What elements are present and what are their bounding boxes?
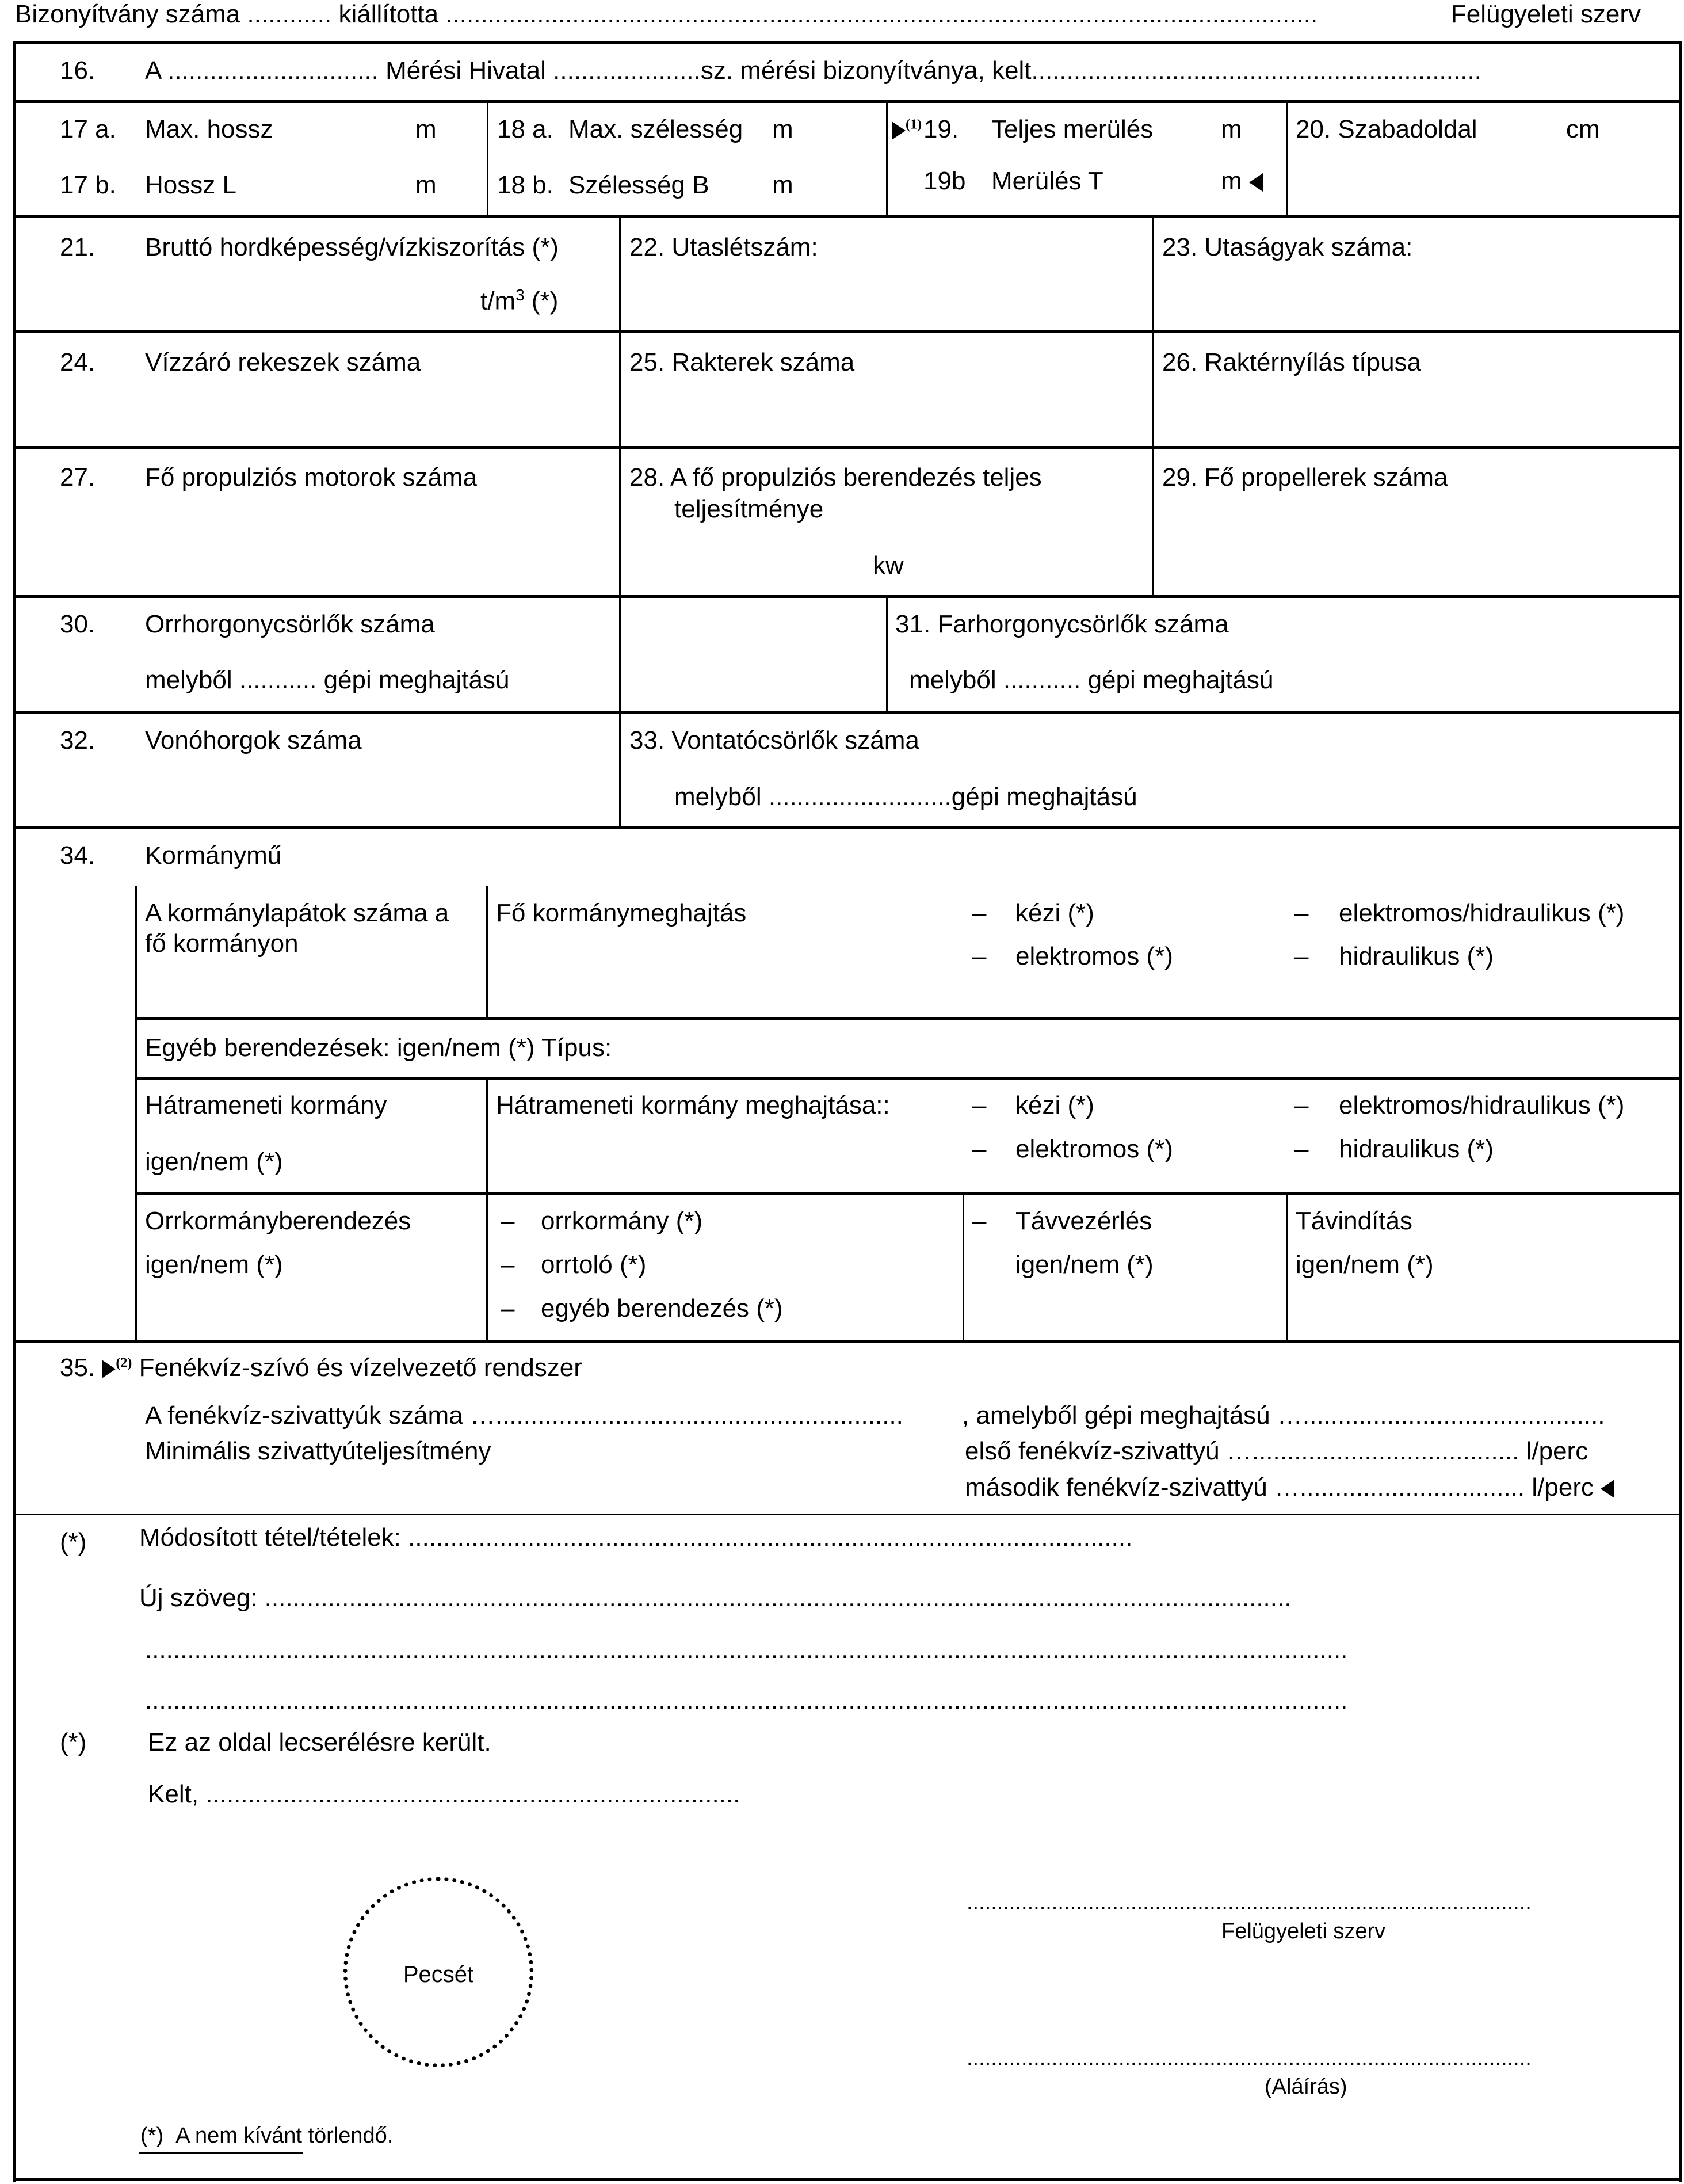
row-34-label: Kormánymű	[145, 841, 282, 870]
dash: –	[972, 899, 987, 927]
row-33-field[interactable]: ..........................	[768, 783, 952, 811]
row-16: A .............................. Mérési Hivatal .....................sz. mérési bizonyítványa, kelt................................................................	[145, 56, 1481, 85]
amendment-start-arrow-icon	[102, 1360, 116, 1378]
divider-34	[13, 1340, 1682, 1343]
dash: –	[972, 942, 987, 970]
other-equipment-label: Egyéb berendezések: igen/nem (*) Típus:	[145, 1034, 612, 1062]
row-18b-number: 18 b.	[497, 171, 553, 199]
row-25-label: 25. Rakterek száma	[629, 348, 855, 376]
steering-col-a	[486, 886, 488, 1018]
authority-label: Felügyeleti szerv	[1450, 0, 1641, 28]
row-20-label: 20. Szabadoldal	[1296, 115, 1477, 143]
row-17a-label: Max. hossz	[145, 115, 273, 143]
row-21-number: 21.	[60, 233, 96, 261]
remote-control-yes-no[interactable]: igen/nem (*)	[1015, 1251, 1154, 1279]
divider-17-18	[487, 102, 488, 216]
row-16-number: 16.	[60, 56, 96, 85]
issued-by-label: kiállította	[338, 0, 439, 28]
row-34-number: 34.	[60, 841, 96, 870]
row-28-unit: kw	[873, 551, 904, 580]
row-19b-label: Merülés T	[991, 167, 1103, 195]
divider-34c	[135, 1192, 1681, 1195]
divider-34a	[135, 1017, 1681, 1020]
amendment-start-arrow-icon	[892, 121, 906, 140]
row-27-number: 27.	[60, 463, 96, 491]
dash: –	[1294, 942, 1309, 970]
bow-equipment-label: Orrkormányberendezés	[145, 1207, 411, 1235]
row-23-label: 23. Utaságyak száma:	[1162, 233, 1413, 261]
signature-caption: (Aláírás)	[1265, 2075, 1347, 2099]
footnote-rule	[139, 2152, 303, 2154]
reverse-steering-label: Hátrameneti kormány	[145, 1091, 387, 1119]
blades-label-2: fő kormányon	[145, 929, 299, 958]
divider-32-33	[619, 712, 621, 827]
row-31-field[interactable]: ...........	[1003, 666, 1081, 694]
stamp-label: Pecsét	[403, 1962, 474, 1987]
amendment-end-arrow-icon	[1601, 1480, 1614, 1498]
row-17a-number: 17 a.	[60, 115, 116, 143]
frame-left	[13, 41, 16, 2182]
row-19b-number: 19b	[923, 167, 966, 195]
main-drive-hydraulic-option[interactable]: hidraulikus (*)	[1339, 942, 1494, 970]
row-21-label: Bruttó hordképesség/vízkiszorítás (*)	[145, 233, 559, 261]
row-35-header: 35. $^{(2)}$ Fenékvíz-szívó és vízelvezető rendszer	[60, 1354, 582, 1382]
bow-thruster-option[interactable]: orrtoló (*)	[541, 1251, 647, 1279]
row-28-label: 28. A fő propulziós berendezés teljes	[629, 463, 1042, 491]
row-19a-label: Teljes merülés	[991, 115, 1154, 143]
remote-start-yes-no[interactable]: igen/nem (*)	[1296, 1251, 1434, 1279]
divider-17	[13, 215, 1682, 218]
dash: –	[501, 1251, 515, 1279]
steering-col-b	[486, 1078, 488, 1341]
reverse-drive-label: Hátrameneti kormány meghajtása::	[496, 1091, 890, 1119]
row-17a-unit: m	[415, 115, 437, 143]
reverse-drive-electric-option[interactable]: elektromos (*)	[1015, 1135, 1173, 1163]
dash: –	[972, 1091, 987, 1119]
row-32-number: 32.	[60, 726, 96, 754]
row-19b-unit-wrap: m	[1221, 167, 1263, 196]
authority-caption: Felügyeleti szerv	[1221, 1919, 1386, 1943]
reverse-drive-hydraulic-option[interactable]: hidraulikus (*)	[1339, 1135, 1494, 1163]
modified-items-field[interactable]: .......................................................................................................	[408, 1523, 1133, 1552]
row-22-label: 22. Utaslétszám:	[629, 233, 818, 261]
row-24-label: Vízzáró rekeszek száma	[145, 348, 421, 376]
row-17b-label: Hossz L	[145, 171, 236, 199]
page-replaced-note: Ez az oldal lecserélésre került.	[148, 1728, 491, 1756]
amendment-marker: (*)	[60, 1528, 87, 1556]
frame-right	[1679, 41, 1682, 2182]
row-20-unit: cm	[1566, 115, 1600, 143]
divider-19-20	[1286, 102, 1288, 216]
row-19a-unit: m	[1221, 115, 1242, 143]
new-text-line-3[interactable]: ...........................................................................................................................................................................	[145, 1686, 1348, 1714]
issued-by-field[interactable]: ............................................................................................................................	[445, 0, 1318, 28]
divider-30-31	[886, 596, 888, 711]
row-18b-unit: m	[772, 171, 793, 199]
row-26-label: 26. Raktérnyílás típusa	[1162, 348, 1422, 376]
main-drive-elhyd-option[interactable]: elektromos/hidraulikus (*)	[1339, 899, 1625, 927]
row-16-field-b[interactable]: .....................	[553, 56, 701, 85]
divider-col-23	[1152, 216, 1154, 596]
row-19a-number: 19.	[923, 115, 959, 143]
remote-start-label: Távindítás	[1296, 1207, 1412, 1235]
row-24-number: 24.	[60, 348, 96, 376]
other-device-option[interactable]: egyéb berendezés (*)	[541, 1294, 783, 1322]
reverse-steering-yes-no[interactable]: igen/nem (*)	[145, 1148, 283, 1176]
row-18b-label: Szélesség B	[568, 171, 709, 199]
steering-col-c	[963, 1194, 964, 1341]
frame-top	[13, 41, 1682, 44]
amendment-end-arrow-icon	[1249, 173, 1263, 192]
new-text-field[interactable]: ..................................................................................................................................................	[264, 1584, 1292, 1612]
footnote-ref-2: (2)	[116, 1355, 132, 1371]
divider-21	[13, 330, 1682, 333]
reverse-drive-elhyd-option[interactable]: elektromos/hidraulikus (*)	[1339, 1091, 1625, 1119]
pumps-count-field[interactable]: A fenékvíz-szivattyúk száma …..........................................................	[145, 1401, 903, 1430]
divider-col-22	[619, 216, 621, 711]
row-18a-label: Max. szélesség	[568, 115, 743, 143]
row-30-field[interactable]: ...........	[239, 666, 317, 694]
steering-col-d	[1286, 1194, 1288, 1341]
row-17b-unit: m	[415, 171, 437, 199]
divider-30	[13, 711, 1682, 714]
divider-24	[13, 446, 1682, 449]
row-31-label: 31. Farhorgonycsörlők száma	[895, 610, 1229, 638]
row-33-sub: melyből ..........................gépi meghajtású	[674, 783, 1137, 811]
row-18a-unit: m	[772, 115, 793, 143]
row-19a	[892, 115, 922, 144]
modified-items-row: Módosított tétel/tételek: .......................................................................................................	[139, 1523, 1133, 1552]
cert-number-field[interactable]: ............	[247, 0, 332, 28]
row-28-label-2: teljesítménye	[674, 495, 824, 523]
main-drive-label: Fő kormánymeghajtás	[496, 899, 747, 927]
footnote-ref-1: (1)	[906, 117, 922, 132]
bow-equipment-yes-no[interactable]: igen/nem (*)	[145, 1251, 283, 1279]
stamp-placeholder	[343, 1877, 533, 2067]
remote-control-label: Távvezérlés	[1015, 1207, 1152, 1235]
authority-signature-field[interactable]: .............................................................................................	[967, 1890, 1532, 1915]
pumps-mechanical-field[interactable]: , amelyből gépi meghajtású …...........................................	[962, 1401, 1605, 1430]
cert-number-label: Bizonyítvány száma	[15, 0, 240, 28]
row-30-number: 30.	[60, 610, 96, 638]
row-30-sub: melyből ........... gépi meghajtású	[145, 666, 510, 694]
steering-inner-left	[135, 886, 137, 1341]
row-30-label: Orrhorgonycsörlők száma	[145, 610, 435, 638]
row-31-sub: melyből ........... gépi meghajtású	[909, 666, 1274, 694]
amendment-marker: (*)	[60, 1728, 87, 1756]
new-text-line-2[interactable]: ...........................................................................................................................................................................	[145, 1636, 1348, 1664]
dash: –	[1294, 1135, 1309, 1163]
date-row: Kelt, ............................................................................	[148, 1780, 740, 1808]
reverse-drive-manual-option[interactable]: kézi (*)	[1015, 1091, 1094, 1119]
divider-35	[13, 1514, 1682, 1515]
row-33-label: 33. Vontatócsörlők száma	[629, 726, 919, 754]
blades-label-1: A kormánylapátok száma a	[145, 899, 449, 927]
main-drive-electric-option[interactable]: elektromos (*)	[1015, 942, 1173, 970]
bow-rudder-option[interactable]: orrkormány (*)	[541, 1207, 703, 1235]
second-pump-field[interactable]: második fenékvíz-szivattyú …................................ l/perc	[965, 1473, 1594, 1501]
dash: –	[501, 1207, 515, 1235]
main-drive-manual-option[interactable]: kézi (*)	[1015, 899, 1094, 927]
dash: –	[1294, 1091, 1309, 1119]
row-18a-number: 18 a.	[497, 115, 553, 143]
dash: –	[972, 1207, 987, 1235]
divider-18-19	[886, 102, 888, 216]
row-16-field-c[interactable]: ................................................................	[1031, 56, 1481, 85]
date-field[interactable]: ............................................................................	[205, 1780, 740, 1808]
min-capacity-label: Minimális szivattyúteljesítmény	[145, 1437, 491, 1465]
dash: –	[972, 1135, 987, 1163]
second-pump-row	[965, 1473, 1614, 1503]
row-16-field-a[interactable]: ..............................	[167, 56, 379, 85]
signature-field[interactable]: .............................................................................................	[967, 2046, 1532, 2070]
certificate-header	[15, 0, 1318, 29]
row-21-unit: $t/m^3$ (*)	[480, 286, 559, 315]
row-17b-number: 17 b.	[60, 171, 116, 199]
divider-34b	[135, 1077, 1681, 1080]
new-text-row: Új szöveg: ..................................................................................................................................................	[139, 1584, 1292, 1612]
footnote: (*) A nem kívánt törlendő.	[140, 2124, 394, 2148]
dash: –	[501, 1294, 515, 1322]
divider-32	[13, 826, 1682, 829]
row-27-label: Fő propulziós motorok száma	[145, 463, 478, 491]
first-pump-field[interactable]: első fenékvíz-szivattyú …...................................... l/perc	[965, 1437, 1588, 1465]
row-29-label: 29. Fő propellerek száma	[1162, 463, 1448, 491]
frame-bottom	[13, 2178, 1682, 2181]
divider-27	[13, 595, 1682, 598]
row-32-label: Vonóhorgok száma	[145, 726, 362, 754]
divider-16	[13, 100, 1682, 103]
dash: –	[1294, 899, 1309, 927]
